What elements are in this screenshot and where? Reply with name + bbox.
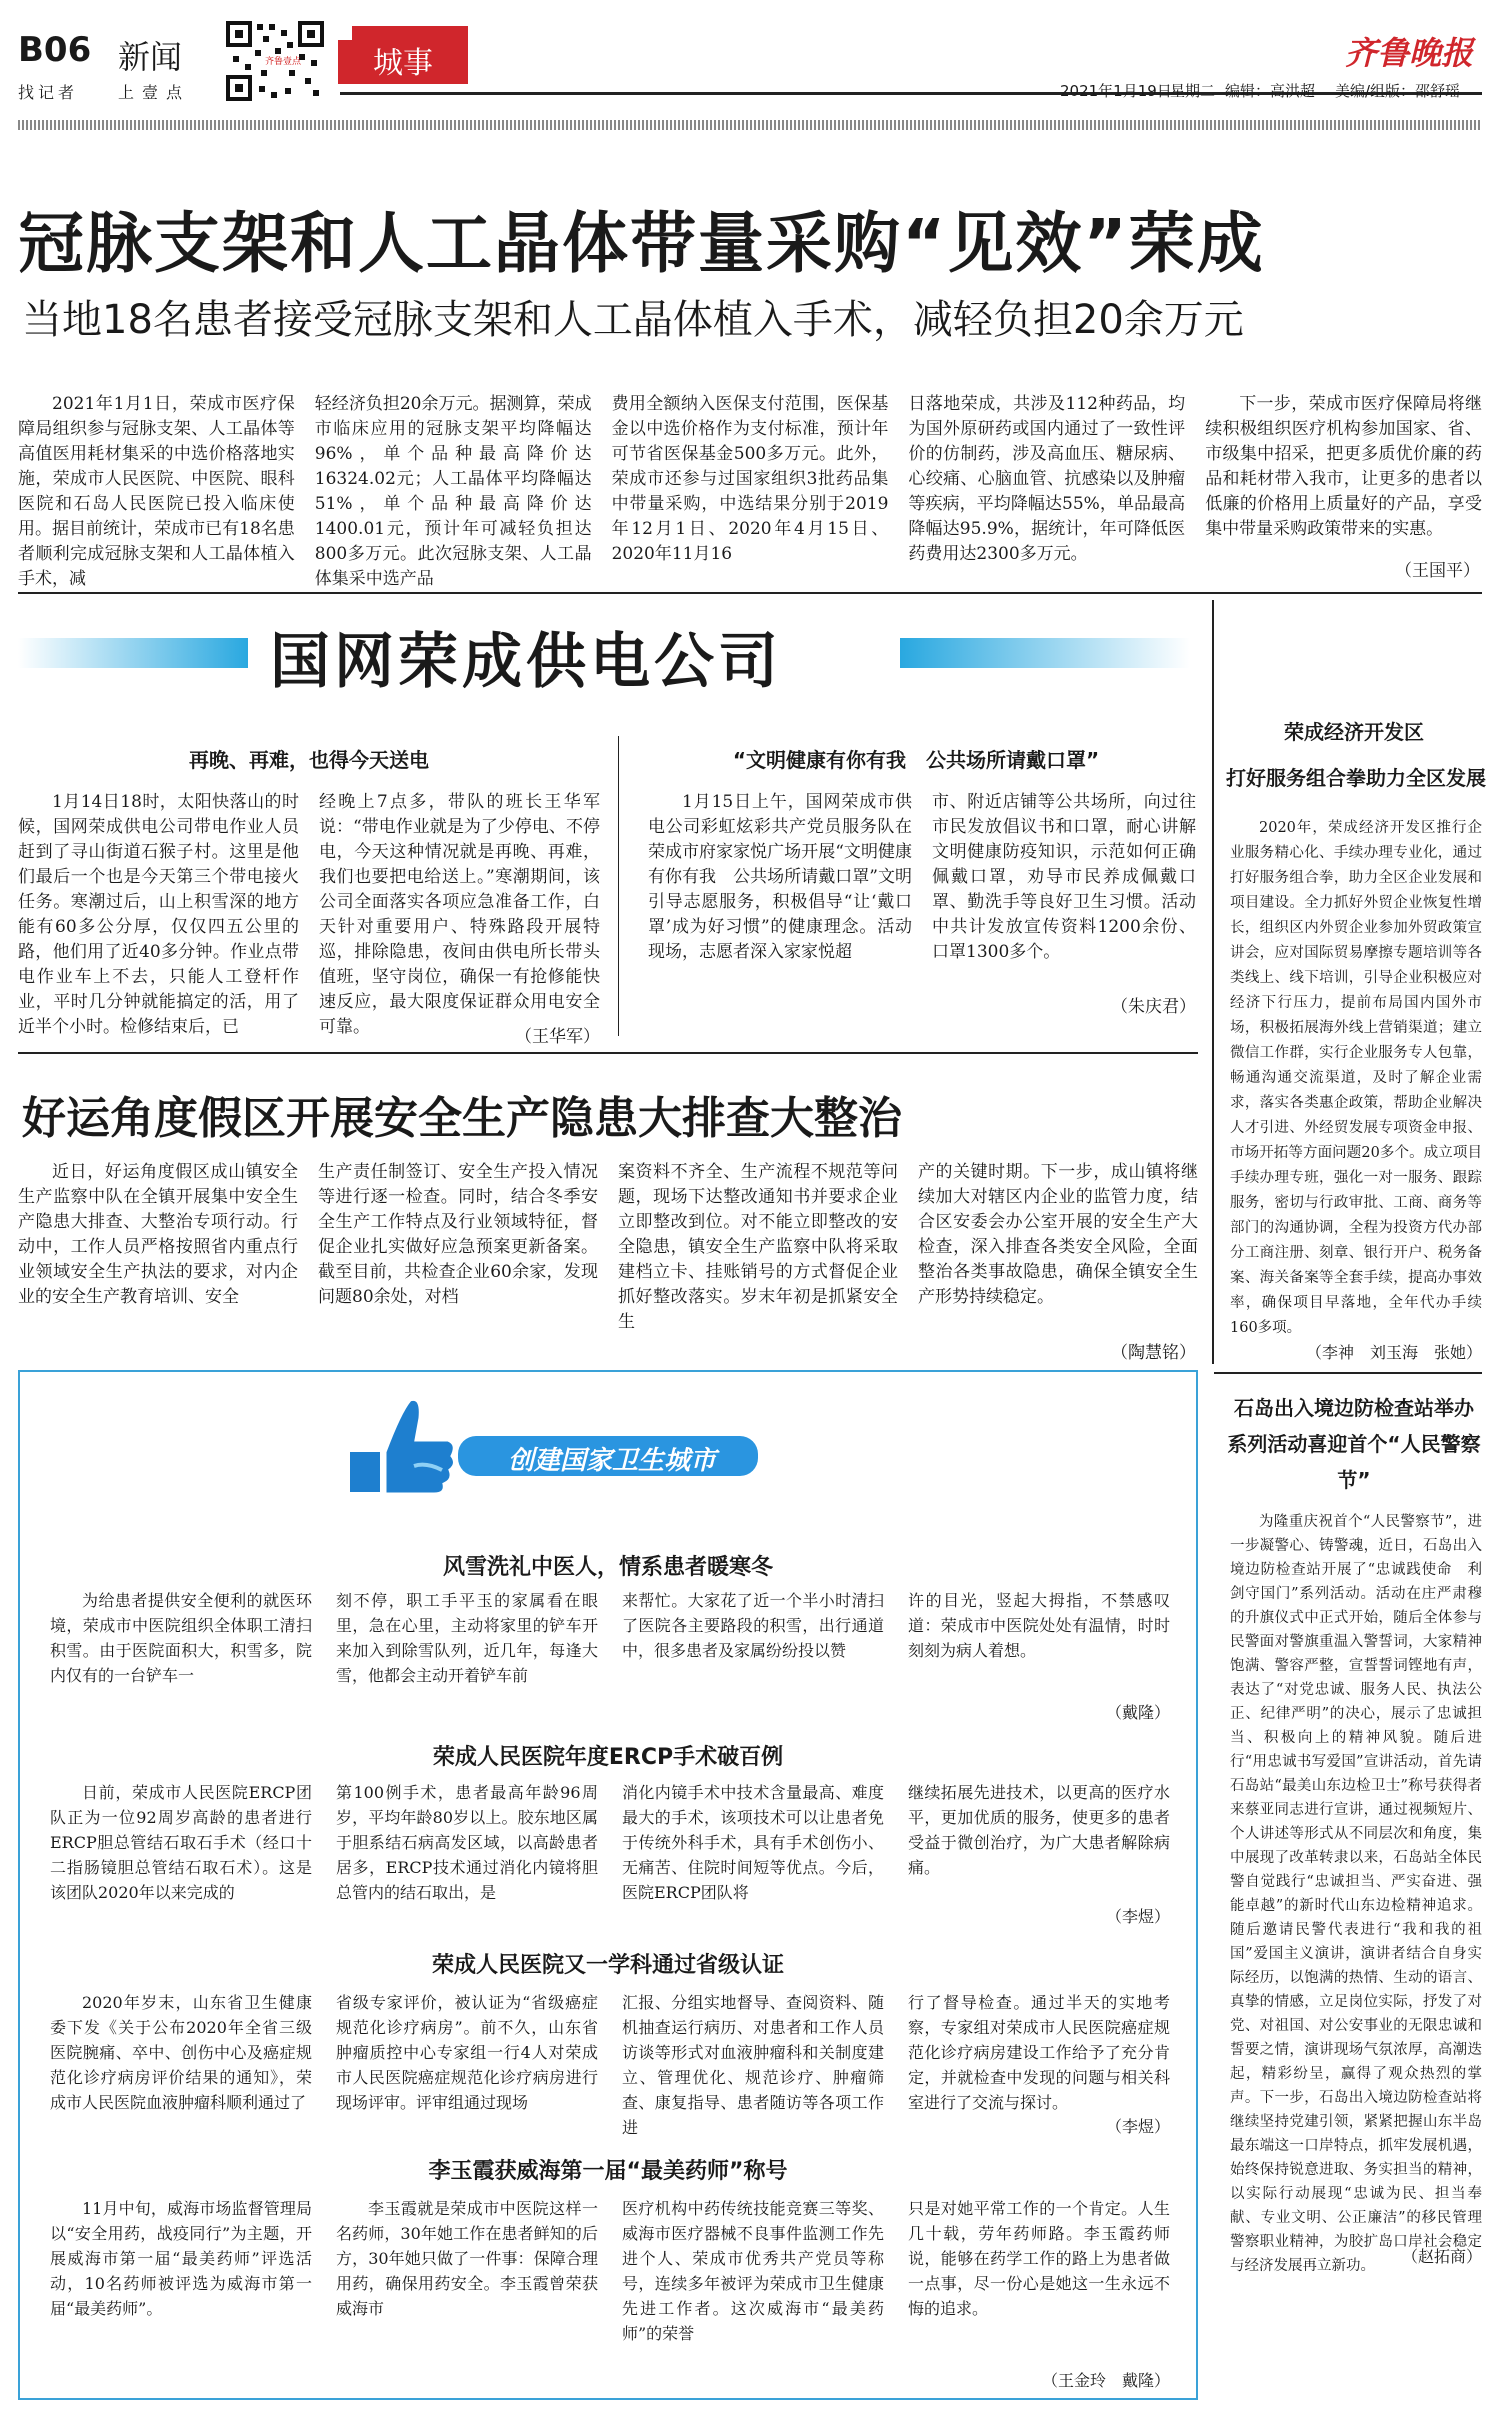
article-3-author: （朱庆君） [1111,997,1196,1017]
column-tag [338,26,468,84]
b1-body [50,1588,1170,1713]
b4-col-1: 11月中旬，威海市场监督管理局以“安全用药，战疫同行”为主题，开展威海市第一届“最美药师”评选活动，10名药师被评选为威海市第一届“最美药师”。 [50,2199,312,2318]
article-1-col-3: 费用全额纳入医保支付范围，医保基金以中选价格作为支付标准，预计年可节省医保基金500多万元。此外，荣成市还参与过国家组织3批药品集中带量采购，中选结果分别于2019年12月1日、2020年4月15日、2020年11月16 [611,394,889,564]
banner-title: 国网荣成供电公司 [270,627,782,697]
sidebar-2-title: 石岛出入境边防检查站举办系列活动喜迎首个“人民警察节” [1227,1396,1481,1492]
sidebar-1-author: （李神 刘玉海 张她） [1305,1343,1482,1362]
sidebar-1-title: 打好服务组合拳助力全区发展 [1226,766,1486,790]
article-4-col-3: 案资料不齐全、生产流程不规范等问题，现场下达整改通知书并要求企业立即整改到位。对不能立即整改的安全隐患，镇安全生产监察中队将采取建档立卡、挂账销号的方式督促企业抓好整改落实。岁末年初是抓紧安全生 [618,1162,898,1332]
b4-body [50,2196,1170,2371]
issue-date: 2021年1月19日 [1060,82,1172,100]
article-3-title: “文明健康有你有我 公共场所请戴口罩” [732,748,1100,772]
b3-title: 荣成人民医院又一学科通过省级认证 [431,1953,784,1978]
column-name: 城事 [373,46,433,81]
b2-col-3: 消化内镜手术中技术含量最高、难度最大的手术，该项技术可以让患者免于传统外科手术，具有手术创伤小、无痛苦、住院时间短等优点。今后，医院ERCP团队将 [622,1783,884,1902]
b4-col-3: 医疗机构中药传统技能竞赛三等奖、威海市医疗器械不良事件监测工作先进个人、荣成市优秀共产党员等称号，连续多年被评为荣成市卫生健康先进工作者。这次威海市“最美药师”的荣誉 [622,2199,884,2343]
b4-col-4: 只是对她平常工作的一个肯定。人生几十载，劳年药师路。李玉霞药师说，能够在药学工作的路上为患者做一点事，尽一份心是她这一生永远不悔的追求。 [908,2199,1170,2318]
newspaper-logo: 齐鲁晚报 [1345,34,1474,72]
article-4-col-4: 产的关键时期。下一步，成山镇将继续加大对辖区内企业的监管力度，结合区安委会办公室开展的安全生产大检查，深入排查各类安全风险，全面整治各类事故隐患，确保全镇安全生产形势持续稳定。 [918,1162,1198,1307]
editor-credit: 编辑：高洪超 [1225,82,1316,100]
app-label: 上壹点 [118,83,191,102]
sidebar-2-body: 为隆重庆祝首个“人民警察节”，进一步凝警心、铸警魂，近日，石岛出入境边防检查站开展了“忠诚践使命 利剑守国门”系列活动。活动在庄严肃穆的升旗仪式中正式开始，随后全体参与民警面对警旗重温入警誓词，大家精神饱满、警容严整，宣誓誓词铿地有声，表达了“对党忠诚、服务人民、执法公正、纪律严明”的决心，展示了忠诚担当、积极向上的精神风貌。随后进行“用忠诚书写爱国”宣讲活动，首先请石岛站“最美山东边检卫士”称号获得者来蔡亚同志进行宣讲，通过视频短片、个人讲述等形式从不同层次和角度，集中展现了改革转隶以来，石岛站全体民警自觉践行“忠诚担当、严实奋进、强能卓越”的新时代山东边检精神追求。随后邀请民警代表进行“我和我的祖国”爱国主义演讲，演讲者结合自身实际经历，以饱满的热情、生动的语言、真挚的情感，立足岗位实际，抒发了对党、对祖国、对公安事业的无限忠诚和誓要之情，演讲现场气氛浓厚，高潮迭起，精彩纷呈，赢得了观众热烈的掌声。下一步，石岛出入境边防检查站将继续坚持党建引领，紧紧把握山东半岛最东端这一口岸特点，抓牢发展机遇，始终保持锐意进取、务实担当的精神，以实际行动展现“忠诚为民、担当奉献、专业文明、公正廉洁”的移民管理警察职业精神，为胶扩岛口岸社会稳定与经济发展再立新功。 [1230,1514,1482,2274]
article-2-author: （王华军） [515,1027,600,1047]
article-1-body [18,392,1482,589]
rule-right [1214,1372,1482,1374]
b1-col-1: 为给患者提供安全便利的就医环境，荣成市中医院组织全体职工清扫积雪。由于医院面积大，积雪多，院内仅有的一台铲车一 [50,1591,312,1685]
b1-col-4: 许的目光，竖起大拇指，不禁感叹道：荣成市中医院处处有温情，时时刻刻为病人着想。 [908,1591,1170,1660]
b4-author: （王金玲 戴隆） [1041,2371,1170,2390]
article-4-author: （陶慧铭） [1111,1343,1196,1363]
qr-code-icon[interactable] [225,20,325,102]
find-reporter-label: 找记者 [18,83,79,102]
article-4-col-1: 近日，好运角度假区成山镇安全生产监察中队在全镇开展集中安全生产隐患大排查、大整治专项行动。行动中，工作人员严格按照省内重点行业领域安全生产执法的要求，对内企业的安全生产教育培训、安全 [18,1162,298,1307]
b2-author: （李煜） [1105,1907,1170,1926]
divider-a2-a3 [618,736,619,1036]
b1-col-3: 来帮忙。大家花了近一个半小时清扫了医院各主要路段的积雪，出行通道中，很多患者及家属纷纷投以赞 [622,1591,884,1660]
article-4-col-2: 生产责任制签订、安全生产投入情况等进行逐一检查。同时，结合冬季安全生产工作特点及行业领域特征，督促企业扎实做好应急预案更新备案。截至目前，共检查企业60余家，发现问题80余处，对档 [318,1162,598,1307]
qr-label: 齐鲁壹点 [265,57,302,67]
section-name: 新闻 [118,38,183,76]
article-4-body [18,1160,1198,1360]
b2-title: 荣成人民医院年度ERCP手术破百例 [432,1745,784,1770]
article-2-title: 再晚、再难，也得今天送电 [189,748,429,772]
article-2-body [18,790,600,1040]
article-1-col-5: 下一步，荣成市医疗保障局将继续积极组织医疗机构参加国家、省、市级集中招采，把更多质优价廉的药品和耗材带入我市，让更多的患者以低廉的价格用上质量好的产品，享受集中带量采购政策带来的实惠。 [1205,394,1482,539]
sidebar-1-body: 2020年，荣成经济开发区推行企业服务精心化、手续办理专业化，通过打好服务组合拳，助力全区企业发展和项目建设。全力抓好外贸企业恢复性增长，组织区内外贸企业参加外贸政策宣讲会，应对国际贸易摩擦专题培训等各类线上、线下培训，引导企业积极应对经济下行压力，提前布局国内国外市场，积极拓展海外线上营销渠道；建立微信工作群，实行企业服务专人包靠，畅通沟通交流渠道，及时了解企业需求，落实各类惠企政策，帮助企业解决人才引进、外经贸发展专项资金申报、市场开拓等方面问题20多个。成立项目手续办理专班，强化一对一服务、跟踪服务，密切与行政审批、工商、商务等部门的沟通协调，全程为投资方代办部分工商注册、刻章、银行开户、税务备案、海关备案等全套手续，提高办事效率，确保项目早落地，全年代办手续160多项。 [1230,820,1482,1336]
headline-main: 冠脉支架和人工晶体带量采购“见效”荣成 [18,205,1265,282]
rule-2 [18,1052,1198,1054]
banner-left-bar [18,638,248,668]
b1-title: 风雪洗礼中医人，情系患者暖寒冬 [442,1555,773,1580]
b3-col-2: 省级专家评价，被认证为“省级癌症规范化诊疗病房”。前不久，山东省肿瘤质控中心专家组一行4人对荣成市人民医院癌症规范化诊疗病房进行现场评审。评审组通过现场 [336,1993,598,2112]
issue-weekday: 星期二 [1170,82,1216,100]
article-3-col-2: 市、附近店铺等公共场所，向过往市民发放倡议书和口罩，耐心讲解文明健康防疫知识，示范如何正确佩戴口罩，劝导市民养成佩戴口罩、勤洗手等良好卫生习惯。活动中共计发放宣传资料1200余份、口罩1300多个。 [932,792,1196,962]
article-3-col-1: 1月15日上午，国网荣成市供电公司彩虹炫彩共产党员服务队在荣成市府家家悦广场开展“文明健康有你有我 公共场所请戴口罩”文明引导志愿服务，积极倡导“让‘戴口罩’成为好习惯”的健康理念。活动现场，志愿者深入家家悦超 [648,792,912,962]
sidebar-2-author: （赵拓商） [1401,2247,1482,2266]
b1-col-2: 刻不停，职工手平玉的家属看在眼里，急在心里，主动将家里的铲车开来加入到除雪队列，近几年，每逢大雪，他都会主动开着铲车前 [336,1591,598,1685]
health-city-logo [330,1392,770,1502]
b2-col-2: 第100例手术，患者最高年龄96周岁，平均年龄80岁以上。胶东地区属于胆系结石病高发区域，以高龄患者居多，ERCP技术通过消化内镜将胆总管内的结石取出，是 [336,1783,598,1902]
article-1-col-1: 2021年1月1日，荣成市医疗保障局组织参与冠脉支架、人工晶体等高值医用耗材集采的中选价格落地实施，荣成市人民医院、中医院、眼科医院和石岛人民医院已投入临床使用。据目前统计，荣成市已有18名患者顺利完成冠脉支架和人工晶体植入手术，减 [18,394,295,589]
page-number: B06 [18,30,92,70]
banner-right-bar [900,638,1190,668]
b2-col-4: 继续拓展先进技术，以更高的医疗水平，更加优质的服务，使更多的患者受益于微创治疗，为广大患者解除病痛。 [908,1783,1170,1877]
subheadline-main: 当地18名患者接受冠脉支架和人工晶体植入手术，减轻负担20余万元 [22,297,1244,343]
designer-credit: 美编/组版：邵舒瑶 [1335,82,1461,100]
header-hatch-rule [18,120,1482,130]
rule-1 [18,592,1482,594]
b3-col-1: 2020年岁末，山东省卫生健康委下发《关于公布2020年全省三级医院腕痛、卒中、创伤中心及癌症规范化诊疗病房评价结果的通知》，荣成市人民医院血液肿瘤科顺利通过了 [50,1993,312,2112]
article-3-body [648,790,1196,1015]
b3-author: （李煜） [1105,2117,1170,2136]
article-4-title: 好运角度假区开展安全生产隐患大排查大整治 [22,1093,902,1144]
b1-author: （戴隆） [1105,1703,1170,1722]
health-city-logo-text: 创建国家卫生城市 [507,1446,716,1476]
article-1-author: （王国平） [1395,561,1480,581]
article-1-col-2: 轻经济负担20余万元。据测算，荣成市临床应用的冠脉支架平均降幅达96%，单个品种最高降价达16324.02元；人工晶体平均降幅达51%，单个品种最高降价达1400.01元，预计年可减轻负担达800多万元。此次冠脉支架、人工晶体集采中选产品 [314,394,592,589]
b4-col-2: 李玉霞就是荣成市中医院这样一名药师，30年她工作在患者鲜知的后方，30年她只做了一件事：保障合理用药，确保用药安全。李玉霞曾荣获威海市 [336,2199,598,2318]
b2-col-1: 日前，荣成市人民医院ERCP团队正为一位92周岁高龄的患者进行ERCP胆总管结石取石手术（经口十二指肠镜胆总管结石取石术）。这是该团队2020年以来完成的 [50,1783,312,1902]
sidebar-1-kicker: 荣成经济开发区 [1284,720,1424,744]
right-column-divider [1212,600,1214,1364]
b3-col-4: 行了督导检查。通过半天的实地考察，专家组对荣成市人民医院癌症规范化诊疗病房建设工作给予了充分肯定，并就检查中发现的问题与相关科室进行了交流与探讨。 [908,1993,1170,2112]
article-1-col-4: 日落地荣成，共涉及112种药品，均为国外原研药或国内通过了一致性评价的仿制药，涉及高血压、糖尿病、心绞痛、心脑血管、抗感染以及肿瘤等疾病，平均降幅达55%，单品最高降幅达95.9%，据统计，年可降低医药费用达2300多万元。 [908,394,1186,564]
article-2-col-1: 1月14日18时，太阳快落山的时候，国网荣成供电公司带电作业人员赶到了寻山街道石猴子村。这里是他们最后一个也是今天第三个带电接火任务。寒潮过后，山上积雪深的地方能有60多公分厚，仅仅四五公里的路，他们用了近40多分钟。作业点带电作业车上不去，只能人工登杆作业，平时几分钟就能搞定的活，用了近半个小时。检修结束后，已 [18,792,299,1037]
b3-col-3: 汇报、分组实地督导、查阅资料、随机抽查运行病历、对患者和工作人员访谈等形式对血液肿瘤科和关制度建立、管理优化、规范诊疗、肿瘤筛查、康复指导、患者随访等各项工作进 [622,1993,884,2137]
b4-title: 李玉霞获威海第一届“最美药师”称号 [428,2159,788,2184]
article-2-col-2: 经晚上7点多，带队的班长王华军说：“带电作业就是为了少停电、不停电，今天这种情况就是再晚、再难，我们也要把电给送上。”寒潮期间，该公司全面落实各项应急准备工作，白天针对重要用户、特殊路段开展特巡，排除隐患，夜间由供电所长带头值班，坚守岗位，确保一有抢修能快速反应，最大限度保证群众用电安全可靠。 [319,792,600,1037]
